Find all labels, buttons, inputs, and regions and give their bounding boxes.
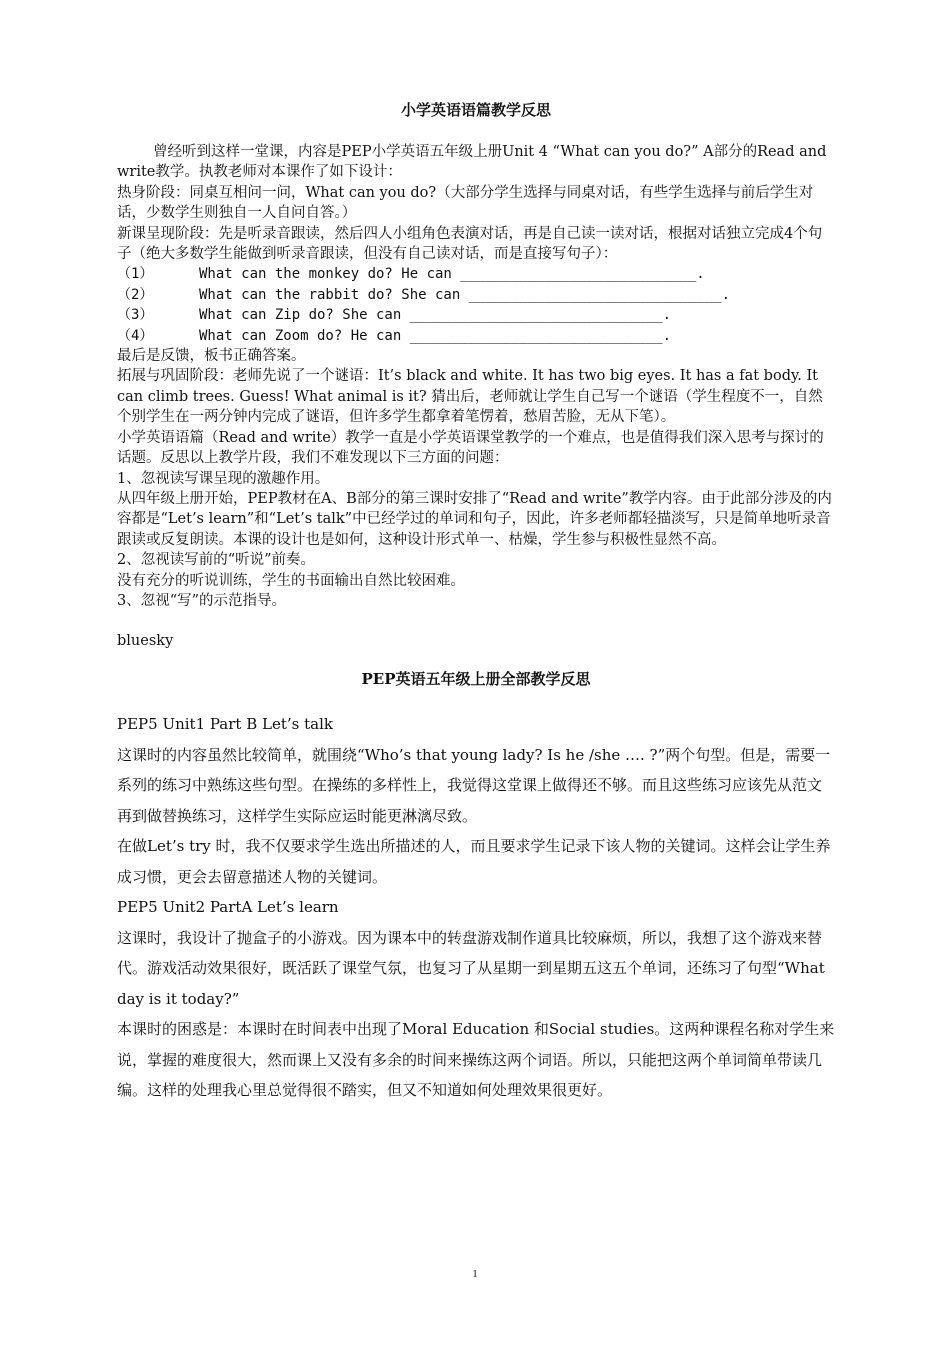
extension-paragraph: 拓展与巩固阶段：老师先说了一个谜语：It’s black and white. It has two big eyes. It has a fat body. It can climb trees. Guess! What animal is it? 猜出后，老师就让学生自己写一个谜语（学生程度不一，自然个别学生在一两分钟内完成了谜语，但许多学生都拿着笔愣着，愁眉苦脸，无从下笔）。 [117,368,823,426]
author-signature: bluesky [117,633,174,650]
reflection-section [117,142,835,611]
question-number: （2） [117,286,154,303]
reflection-paragraph: 小学英语语篇（Read and write）教学一直是小学英语课堂教学的一个难点，也是值得我们深入思考与探讨的话题。反思以上教学片段，我们不难发现以下三方面的问题： [117,429,824,467]
warmup-paragraph: 热身阶段：同桌互相问一问，What can you do?（大部分学生选择与同桌对话，有些学生选择与前后学生对话，少数学生则独自一人自问自答。） [117,184,814,222]
unit-reflections [117,709,835,1106]
question-text: What can Zoom do? He can ______________________________. [199,327,672,344]
document-page [117,100,835,1106]
question-item [117,264,835,284]
unit1-text-1: 这课时的内容虽然比较简单，就围绕“Who’s that young lady? Is he /she …. ?”两个句型。但是，需要一系列的练习中熟练这些句型。在操练的多样性上，我觉得这堂课上做得还不够。而且这些练习应该先从范文再到做替换练习，这样学生实际应运时能更淋漓尽致。 [117,745,831,825]
unit2-heading: PEP5 Unit2 PartA Let’s learn [117,898,339,917]
page-number: 1 [472,1268,478,1280]
unit2-text-1: 这课时，我设计了抛盒子的小游戏。因为课本中的转盘游戏制作道具比较麻烦，所以，我想了这个游戏来替代。游戏活动效果很好，既活跃了课堂气氛，也复习了从星期一到星期五这五个单词，还练习了句型“What day is it today?” [117,928,825,1008]
question-text: What can Zip do? She can ______________________________. [199,307,672,324]
problem-2-text: 没有充分的听说训练，学生的书面输出自然比较困难。 [117,572,465,589]
new-lesson-paragraph: 新课呈现阶段：先是听录音跟读，然后四人小组角色表演对话，再是自己读一读对话，根据对话独立完成4个句子（绝大多数学生能做到听录音跟读，但没有自己读对话，而是直接写句子）： [117,225,823,263]
unit1-text-2: 在做Let’s try 时，我不仅要求学生选出所描述的人，而且要求学生记录下该人物的关键词。这样会让学生养成习惯，更会去留意描述人物的关键词。 [117,837,831,886]
unit2-text-2: 本课时的困惑是：本课时在时间表中出现了Moral Education 和Social studies。这两种课程名称对学生来说，掌握的难度很大，然而课上又没有多余的时间来操练这两个词语。所以，只能把这两个单词简单带读几编。这样的处理我心里总觉得很不踏实，但又不知道如何处理效果很更好。 [117,1020,835,1100]
feedback-paragraph: 最后是反馈，板书正确答案。 [117,348,306,365]
question-number: （1） [117,266,154,283]
problem-2-title: 2、忽视读写前的“听说”前奏。 [117,552,316,569]
problem-1-title: 1、忽视读写课呈现的激趣作用。 [117,470,330,487]
question-item [117,305,835,325]
question-text: What can the rabbit do? She can ______________________________. [199,286,731,303]
problem-1-text: 从四年级上册开始，PEP教材在A、B部分的第三课时安排了“Read and write”教学内容。由于此部分涉及的内容都是“Let’s learn”和“Let’s talk”中已经学过的单词和句子，因此，许多老师都轻描淡写，只是简单地听录音跟读或反复朗读。本课的设计也是如何，这种设计形式单一、枯燥，学生参与积极性显然不高。 [117,490,832,548]
unit1-heading: PEP5 Unit1 Part B Let’s talk [117,715,333,734]
question-text: What can the monkey do? He can ____________________________. [199,266,705,283]
question-item [117,326,835,346]
second-title: PEP英语五年级上册全部教学反思 [361,670,591,689]
question-item [117,285,835,305]
question-number: （4） [117,327,154,344]
problem-3-title: 3、忽视“写”的示范指导。 [117,592,287,609]
intro-paragraph: 曾经听到这样一堂课，内容是PEP小学英语五年级上册Unit 4 “What can you do?” A部分的Read and write教学。执教老师对本课作了如下设计： [117,144,827,181]
question-number: （3） [117,307,154,324]
document-title: 小学英语语篇教学反思 [400,101,551,119]
